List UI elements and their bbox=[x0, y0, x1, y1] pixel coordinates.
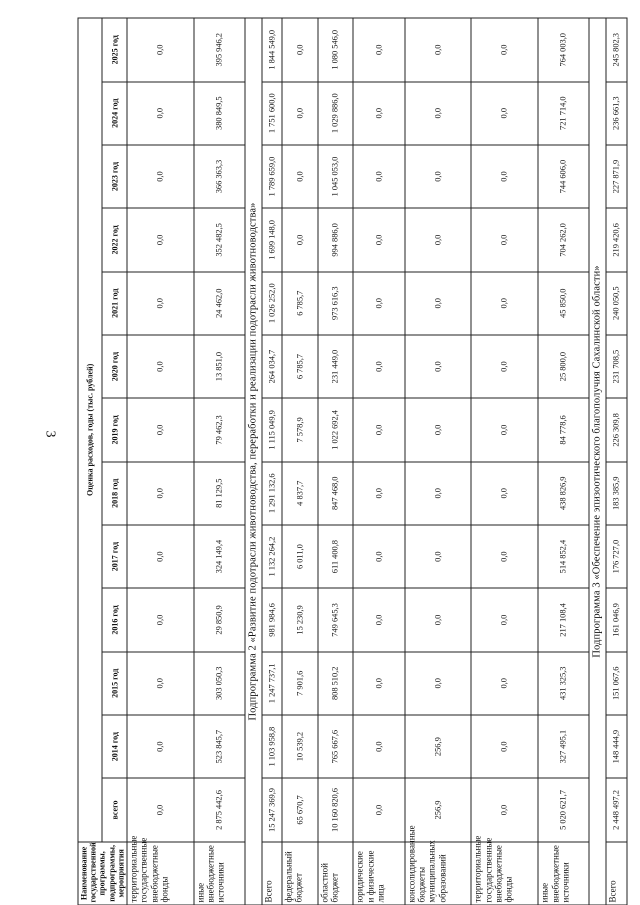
table-cell: 0,0 bbox=[353, 81, 404, 144]
subprogram-2-title: Подпрограмма 2 «Развитие подотрасли животноводства, переработки и реализации подотрасли животноводства» bbox=[245, 18, 262, 905]
table-cell: 7 901,6 bbox=[282, 651, 318, 714]
table-cell: 0,0 bbox=[127, 398, 194, 461]
year-header: 2022 год bbox=[102, 208, 126, 271]
table-row bbox=[538, 18, 589, 905]
table-cell: 1 045 053,0 bbox=[318, 144, 354, 207]
table-cell: 7 578,9 bbox=[282, 398, 318, 461]
table-cell: 0,0 bbox=[353, 398, 404, 461]
table-cell: 0,0 bbox=[405, 334, 472, 397]
table-cell: 0,0 bbox=[471, 461, 538, 524]
row-label: юридические и физические лица bbox=[353, 841, 404, 904]
table-cell: 0,0 bbox=[471, 208, 538, 271]
table-cell: 183 385,9 bbox=[606, 461, 626, 524]
budget-table bbox=[78, 17, 628, 905]
table-cell: 1 132 264,2 bbox=[262, 524, 282, 587]
table-row bbox=[194, 18, 245, 905]
table-cell: 0,0 bbox=[353, 461, 404, 524]
table-cell: 79 462,3 bbox=[194, 398, 245, 461]
table-cell: 395 946,2 bbox=[194, 18, 245, 82]
table-cell: 0,0 bbox=[353, 144, 404, 207]
table-cell: 327 495,1 bbox=[538, 714, 589, 777]
row-label: консолидированные бюджеты муниципальных образований bbox=[405, 841, 472, 904]
table-cell: 0,0 bbox=[353, 651, 404, 714]
table-cell: 217 108,4 bbox=[538, 588, 589, 651]
table-cell: 240 050,5 bbox=[606, 271, 626, 334]
year-header: 2019 год bbox=[102, 398, 126, 461]
table-cell: 0,0 bbox=[127, 334, 194, 397]
row-label: иные внебюджетные источники bbox=[194, 841, 245, 904]
table-cell: 721 714,0 bbox=[538, 81, 589, 144]
table-cell: 10 539,2 bbox=[282, 714, 318, 777]
budget-table-sheet bbox=[78, 17, 621, 905]
table-cell: 0,0 bbox=[471, 524, 538, 587]
table-cell: 0,0 bbox=[405, 651, 472, 714]
table-cell: 431 325,3 bbox=[538, 651, 589, 714]
table-cell: 0,0 bbox=[282, 144, 318, 207]
table-cell: 749 645,3 bbox=[318, 588, 354, 651]
table-cell: 1 103 958,8 bbox=[262, 714, 282, 777]
table-cell: 2 875 442,6 bbox=[194, 778, 245, 841]
table-cell: 0,0 bbox=[471, 271, 538, 334]
table-cell: 5 020 621,7 bbox=[538, 778, 589, 841]
table-cell: 1 751 600,0 bbox=[262, 81, 282, 144]
table-cell: 0,0 bbox=[127, 714, 194, 777]
year-header: 2024 год bbox=[102, 81, 126, 144]
table-cell: 0,0 bbox=[353, 271, 404, 334]
year-header: 2018 год bbox=[102, 461, 126, 524]
page-number: 3 bbox=[42, 430, 58, 438]
table-cell: 0,0 bbox=[471, 18, 538, 82]
table-cell: 231 708,5 bbox=[606, 334, 626, 397]
table-cell: 6 785,7 bbox=[282, 271, 318, 334]
table-cell: 0,0 bbox=[471, 588, 538, 651]
table-cell: 45 850,0 bbox=[538, 271, 589, 334]
table-cell: 1 026 252,0 bbox=[262, 271, 282, 334]
table-cell: 438 826,9 bbox=[538, 461, 589, 524]
table-cell: 15 230,9 bbox=[282, 588, 318, 651]
table-cell: 236 661,3 bbox=[606, 81, 626, 144]
table-cell: 219 420,6 bbox=[606, 208, 626, 271]
table-cell: 1 115 049,9 bbox=[262, 398, 282, 461]
table-cell: 0,0 bbox=[405, 271, 472, 334]
table-cell: 0,0 bbox=[127, 778, 194, 841]
table-cell: 227 871,9 bbox=[606, 144, 626, 207]
table-cell: 24 462,0 bbox=[194, 271, 245, 334]
table-cell: 0,0 bbox=[353, 208, 404, 271]
table-cell: 1 844 549,0 bbox=[262, 18, 282, 82]
year-header: 2015 год bbox=[102, 651, 126, 714]
table-cell: 0,0 bbox=[127, 18, 194, 82]
table-cell: 256,9 bbox=[405, 714, 472, 777]
table-cell: 0,0 bbox=[471, 778, 538, 841]
table-row bbox=[318, 18, 354, 905]
table-cell: 973 616,3 bbox=[318, 271, 354, 334]
table-cell: 25 800,0 bbox=[538, 334, 589, 397]
row-label: Всего bbox=[262, 841, 282, 904]
table-cell: 764 003,0 bbox=[538, 18, 589, 82]
table-cell: 0,0 bbox=[405, 588, 472, 651]
table-cell: 847 468,0 bbox=[318, 461, 354, 524]
table-cell: 0,0 bbox=[405, 524, 472, 587]
table-cell: 0,0 bbox=[353, 588, 404, 651]
table-cell: 15 247 369,9 bbox=[262, 778, 282, 841]
table-cell: 0,0 bbox=[353, 334, 404, 397]
table-cell: 514 852,4 bbox=[538, 524, 589, 587]
table-cell: 10 160 820,6 bbox=[318, 778, 354, 841]
table-cell: 161 046,9 bbox=[606, 588, 626, 651]
name-column-header: Наименование государственной программы, подпрограммы, мероприятия bbox=[78, 841, 127, 904]
table-cell: 1 789 659,0 bbox=[262, 144, 282, 207]
subprogram-3-title-row bbox=[589, 18, 606, 905]
table-row bbox=[127, 18, 194, 905]
table-row bbox=[282, 18, 318, 905]
table-cell: 65 670,7 bbox=[282, 778, 318, 841]
year-header: всего bbox=[102, 778, 126, 841]
year-header: 2021 год bbox=[102, 271, 126, 334]
table-cell: 264 034,7 bbox=[262, 334, 282, 397]
table-cell: 1 699 148,0 bbox=[262, 208, 282, 271]
table-cell: 1 247 737,1 bbox=[262, 651, 282, 714]
table-cell: 0,0 bbox=[353, 714, 404, 777]
table-cell: 148 444,9 bbox=[606, 714, 626, 777]
table-cell: 303 050,3 bbox=[194, 651, 245, 714]
table-cell: 704 262,0 bbox=[538, 208, 589, 271]
row-label: областной бюджет bbox=[318, 841, 354, 904]
costs-header: Оценка расходов, годы (тыс. рублей) bbox=[78, 18, 102, 842]
header-row-years bbox=[102, 18, 126, 905]
table-cell: 29 850,9 bbox=[194, 588, 245, 651]
table-cell: 352 482,5 bbox=[194, 208, 245, 271]
row-label: территориальные государственные внебюджетные фонды bbox=[471, 841, 538, 904]
table-cell: 0,0 bbox=[353, 18, 404, 82]
table-cell: 0,0 bbox=[471, 81, 538, 144]
subprogram-3-title: Подпрограмма 3 «Обеспечение эпизоотического благополучия Сахалинской области» bbox=[589, 18, 606, 905]
row-label: Всего bbox=[606, 841, 626, 904]
table-cell: 744 606,0 bbox=[538, 144, 589, 207]
table-cell: 151 067,6 bbox=[606, 651, 626, 714]
table-cell: 0,0 bbox=[127, 208, 194, 271]
year-header: 2023 год bbox=[102, 144, 126, 207]
table-cell: 81 129,5 bbox=[194, 461, 245, 524]
table-cell: 994 886,0 bbox=[318, 208, 354, 271]
table-cell: 611 400,8 bbox=[318, 524, 354, 587]
year-header: 2017 год bbox=[102, 524, 126, 587]
table-cell: 0,0 bbox=[471, 144, 538, 207]
table-row bbox=[471, 18, 538, 905]
table-cell: 245 802,3 bbox=[606, 18, 626, 82]
table-cell: 0,0 bbox=[127, 81, 194, 144]
table-cell: 231 449,0 bbox=[318, 334, 354, 397]
row-label: иные внебюджетные источники bbox=[538, 841, 589, 904]
table-cell: 0,0 bbox=[127, 588, 194, 651]
table-cell: 0,0 bbox=[282, 208, 318, 271]
table-row bbox=[262, 18, 282, 905]
table-cell: 0,0 bbox=[405, 398, 472, 461]
table-cell: 13 851,0 bbox=[194, 334, 245, 397]
table-cell: 324 149,4 bbox=[194, 524, 245, 587]
table-cell: 0,0 bbox=[471, 714, 538, 777]
table-cell: 0,0 bbox=[353, 778, 404, 841]
table-cell: 366 363,3 bbox=[194, 144, 245, 207]
table-cell: 0,0 bbox=[127, 271, 194, 334]
table-cell: 6 011,0 bbox=[282, 524, 318, 587]
table-cell: 0,0 bbox=[405, 18, 472, 82]
table-cell: 0,0 bbox=[405, 461, 472, 524]
table-row bbox=[405, 18, 472, 905]
table-cell: 226 309,8 bbox=[606, 398, 626, 461]
table-cell: 0,0 bbox=[127, 461, 194, 524]
table-cell: 0,0 bbox=[471, 651, 538, 714]
table-cell: 0,0 bbox=[353, 524, 404, 587]
table-row bbox=[353, 18, 404, 905]
table-cell: 380 849,5 bbox=[194, 81, 245, 144]
table-cell: 2 448 497,2 bbox=[606, 778, 626, 841]
table-cell: 0,0 bbox=[127, 144, 194, 207]
table-cell: 1 029 886,0 bbox=[318, 81, 354, 144]
table-cell: 176 727,0 bbox=[606, 524, 626, 587]
table-cell: 0,0 bbox=[282, 18, 318, 82]
row-label: территориальные государственные внебюджетные фонды bbox=[127, 841, 194, 904]
row-label: федеральный бюджет bbox=[282, 841, 318, 904]
year-header: 2016 год bbox=[102, 588, 126, 651]
table-cell: 84 778,6 bbox=[538, 398, 589, 461]
table-cell: 1 291 132,6 bbox=[262, 461, 282, 524]
table-cell: 1 080 546,0 bbox=[318, 18, 354, 82]
header-row-top bbox=[78, 18, 102, 905]
table-cell: 0,0 bbox=[127, 524, 194, 587]
table-cell: 1 022 692,4 bbox=[318, 398, 354, 461]
table-cell: 981 984,6 bbox=[262, 588, 282, 651]
table-cell: 0,0 bbox=[405, 81, 472, 144]
table-cell: 523 845,7 bbox=[194, 714, 245, 777]
year-header: 2020 год bbox=[102, 334, 126, 397]
subprogram-2-title-row bbox=[245, 18, 262, 905]
table-cell: 0,0 bbox=[405, 208, 472, 271]
table-cell: 0,0 bbox=[127, 651, 194, 714]
table-cell: 4 837,7 bbox=[282, 461, 318, 524]
table-cell: 0,0 bbox=[471, 398, 538, 461]
year-header: 2025 год bbox=[102, 18, 126, 82]
table-cell: 808 510,2 bbox=[318, 651, 354, 714]
table-cell: 0,0 bbox=[405, 144, 472, 207]
table-cell: 0,0 bbox=[282, 81, 318, 144]
table-cell: 6 785,7 bbox=[282, 334, 318, 397]
table-cell: 765 667,6 bbox=[318, 714, 354, 777]
year-header: 2014 год bbox=[102, 714, 126, 777]
table-row bbox=[606, 18, 626, 905]
table-cell: 0,0 bbox=[471, 334, 538, 397]
table-cell: 256,9 bbox=[405, 778, 472, 841]
